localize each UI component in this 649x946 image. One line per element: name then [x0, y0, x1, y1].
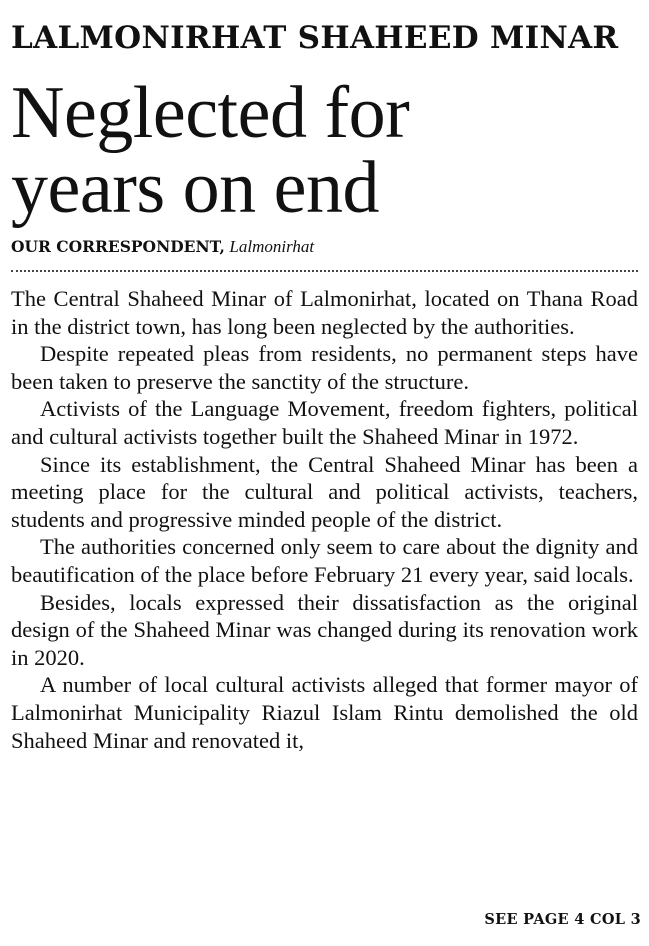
headline [11, 72, 410, 229]
dotted-divider [11, 270, 638, 272]
body-paragraph: Besides, locals expressed their dissatisfaction as the original design of the Shaheed Minar was changed during its renovation work in 2020. [11, 589, 638, 670]
body-paragraph: The Central Shaheed Minar of Lalmonirhat, located on Thana Road in the district town, has long been neglected by the authorities. [11, 286, 638, 339]
body-paragraph: Activists of the Language Movement, freedom fighters, political and cultural activists together built the Shaheed Minar in 1972. [11, 396, 638, 449]
continuation-jump: SEE PAGE 4 COL 3 [484, 911, 641, 928]
body-paragraph: Since its establishment, the Central Shaheed Minar has been a meeting place for the cultural and political activists, teachers, students and progressive minded people of the district. [11, 451, 638, 532]
byline [11, 234, 314, 259]
article-body [11, 285, 638, 754]
byline-location: Lalmonirhat [229, 237, 315, 256]
body-paragraph: The authorities concerned only seem to care about the dignity and beautification of the place before February 21 every year, said locals. [11, 534, 638, 587]
headline-line: years on end [11, 147, 379, 229]
body-paragraph: A number of local cultural activists alleged that former mayor of Lalmonirhat Municipality Riazul Islam Rintu demolished the old Shaheed Minar and renovated it, [11, 672, 638, 753]
body-paragraph: Despite repeated pleas from residents, no permanent steps have been taken to preserve the sanctity of the structure. [11, 341, 638, 394]
byline-author: OUR CORRESPONDENT, [11, 237, 225, 256]
kicker: LALMONIRHAT SHAHEED MINAR [11, 20, 619, 56]
headline-line: Neglected for [11, 72, 410, 154]
